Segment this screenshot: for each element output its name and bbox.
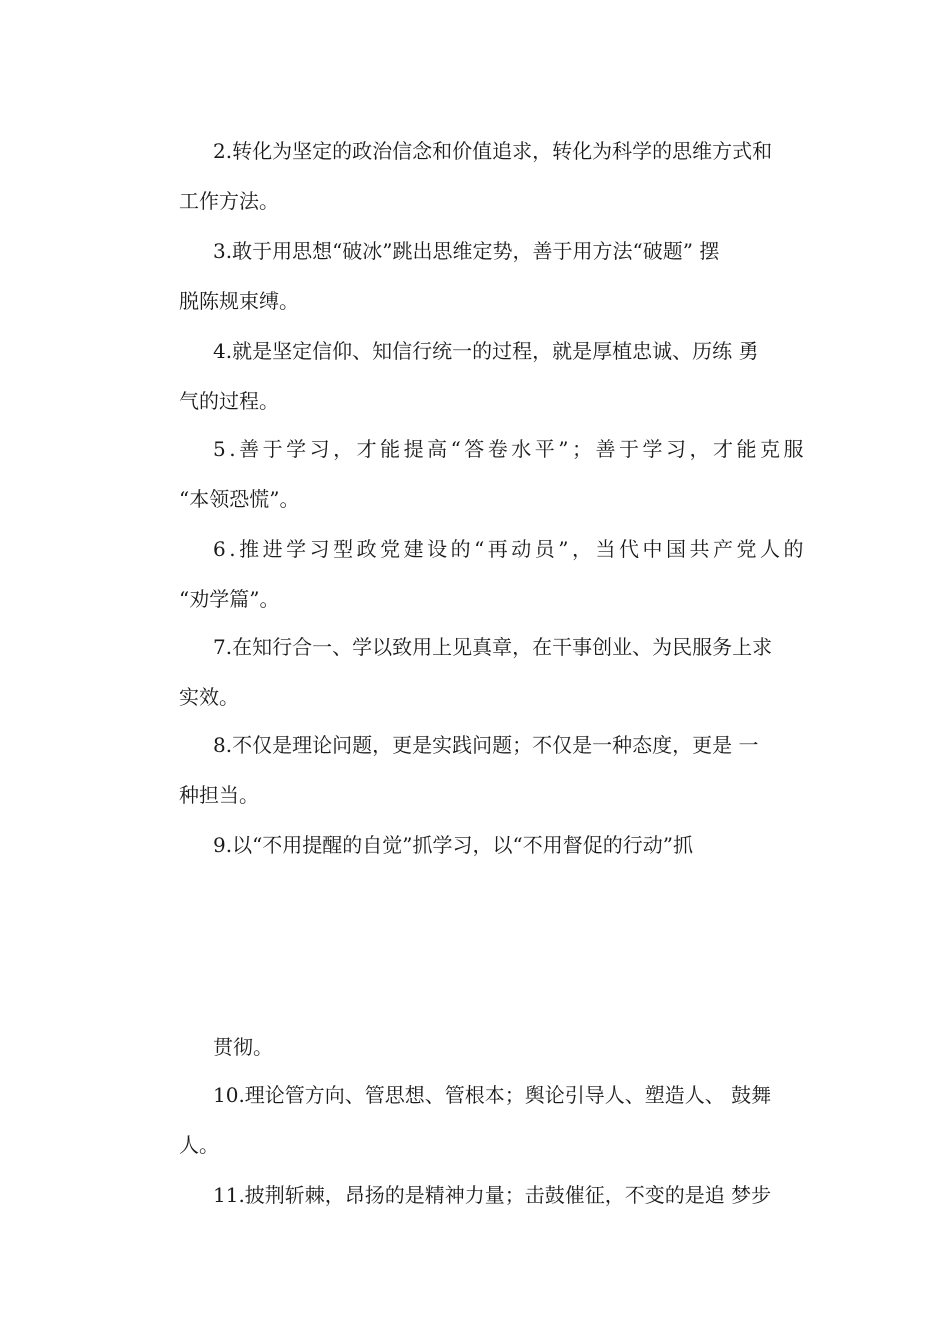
paragraph-line: “劝学篇”。 <box>179 587 280 611</box>
paragraph-line: 实效。 <box>179 685 239 709</box>
paragraph-line: 9.以“不用提醒的自觉”抓学习，以“不用督促的行动”抓 <box>213 833 693 857</box>
paragraph-line: “本领恐慌”。 <box>179 487 300 511</box>
paragraph-11 <box>145 1170 805 1220</box>
paragraph-2 <box>145 126 805 226</box>
paragraph-line: 气的过程。 <box>179 389 279 413</box>
paragraph-9 <box>145 820 805 870</box>
paragraph-8 <box>145 720 805 820</box>
paragraph-7 <box>145 622 805 722</box>
paragraph-line: 2.转化为坚定的政治信念和价值追求，转化为科学的思维方式和 <box>213 139 773 163</box>
paragraph-6 <box>145 524 808 624</box>
paragraph-line: 种担当。 <box>179 783 259 807</box>
paragraph-line: 6.推进学习型政党建设的“再动员”，当代中国共产党人的 <box>213 537 808 561</box>
paragraph-line: 10.理论管方向、管思想、管根本；舆论引导人、塑造人、 鼓舞 <box>213 1083 772 1107</box>
paragraph-line: 3.敢于用思想“破冰”跳出思维定势，善于用方法“破题” 摆 <box>213 239 720 263</box>
paragraph-line: 11.披荆斩棘，昂扬的是精神力量；击鼓催征，不变的是追 梦步 <box>213 1183 772 1207</box>
paragraph-line: 4.就是坚定信仰、知信行统一的过程，就是厚植忠诚、历练 勇 <box>213 339 759 363</box>
paragraph-line: 脱陈规束缚。 <box>179 289 299 313</box>
paragraph-line: 7.在知行合一、学以致用上见真章，在干事创业、为民服务上求 <box>213 635 773 659</box>
paragraph-5 <box>145 424 808 524</box>
paragraph-line: 贯彻。 <box>213 1035 273 1059</box>
paragraph-4 <box>145 326 805 426</box>
paragraph-3 <box>145 226 805 326</box>
paragraph-10 <box>145 1070 805 1170</box>
paragraph-line: 人。 <box>179 1133 219 1157</box>
paragraph-line: 8.不仅是理论问题，更是实践问题；不仅是一种态度，更是 一 <box>213 733 759 757</box>
paragraph-line: 5.善于学习，才能提高“答卷水平”；善于学习，才能克服 <box>213 437 808 461</box>
paragraph-line: 工作方法。 <box>179 189 279 213</box>
paragraph-9-continued <box>145 1022 805 1072</box>
